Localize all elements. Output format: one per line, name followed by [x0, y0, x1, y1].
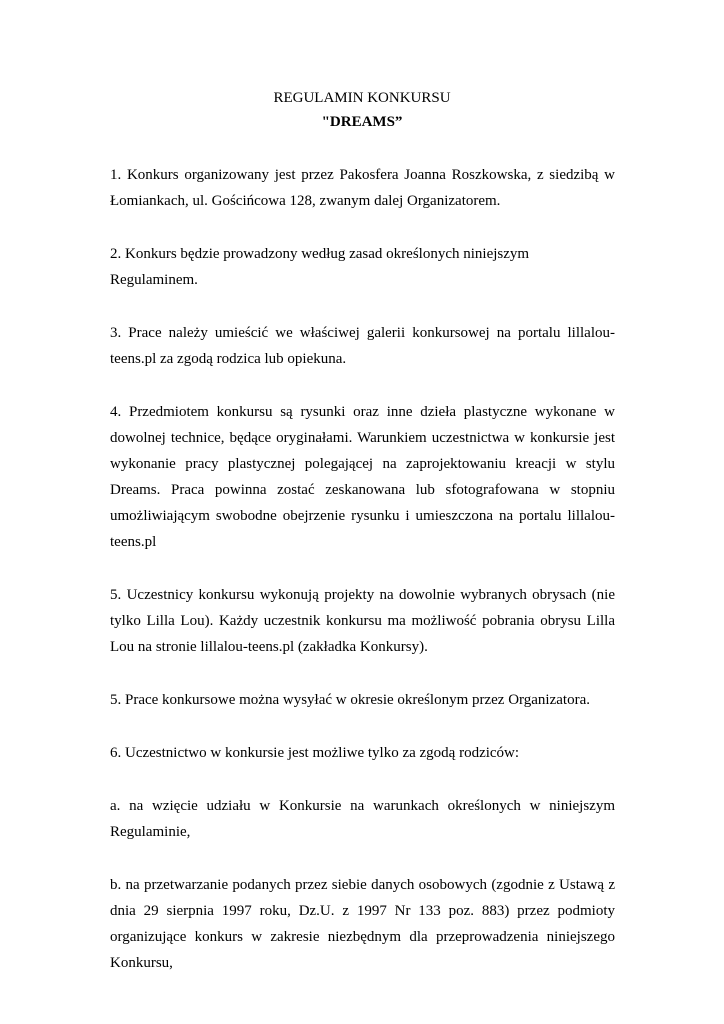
document-subtitle: "DREAMS”	[321, 114, 403, 130]
paragraph-2: 2. Konkurs będzie prowadzony według zasad określonych niniejszym Regulaminem.	[110, 246, 530, 288]
document-body	[110, 162, 615, 1003]
paragraph-5: 5. Uczestnicy konkursu wykonują projekty na dowolnie wybranych obrysach (nie tylko Lilla Lou). Każdy uczestnik konkursu ma możliwość pobrania obrysu Lilla Lou na stronie lillalou-teens.pl (zakładka Konkursy).	[110, 587, 615, 655]
document-title: REGULAMIN KONKURSU	[273, 90, 451, 106]
paragraph-3: 3. Prace należy umieścić we właściwej galerii konkursowej na portalu lillalou-teens.pl za zgodą rodzica lub opiekuna.	[110, 325, 615, 367]
paragraph-4: 4. Przedmiotem konkursu są rysunki oraz inne dzieła plastyczne wykonane w dowolnej technice, będące oryginałami. Warunkiem uczestnictwa w konkursie jest wykonanie pracy plastycznej polegającej na zaprojektowaniu kreacji w stylu Dreams. Praca powinna zostać zeskanowana lub sfotografowana w stopniu umożliwiającym swobodne obejrzenie rysunku i umieszczona na portalu lillalou-teens.pl	[110, 404, 615, 550]
paragraph-6a: a. na wzięcie udziału w Konkursie na warunkach określonych w niniejszym Regulaminie,	[110, 798, 615, 840]
paragraph-1: 1. Konkurs organizowany jest przez Pakosfera Joanna Roszkowska, z siedzibą w Łomiankach, ul. Gościńcowa 128, zwanym dalej Organizatorem.	[110, 167, 615, 209]
paragraph-6: 6. Uczestnictwo w konkursie jest możliwe tylko za zgodą rodziców:	[110, 745, 520, 761]
paragraph-6b: b. na przetwarzanie podanych przez siebie danych osobowych (zgodnie z Ustawą z dnia 29 sierpnia 1997 roku, Dz.U. z 1997 Nr 133 poz. 883) przez podmioty organizujące konkurs w zakresie niezbędnym dla przeprowadzenia niniejszego Konkursu,	[110, 877, 615, 971]
paragraph-5b: 5. Prace konkursowe można wysyłać w okresie określonym przez Organizatora.	[110, 692, 590, 708]
